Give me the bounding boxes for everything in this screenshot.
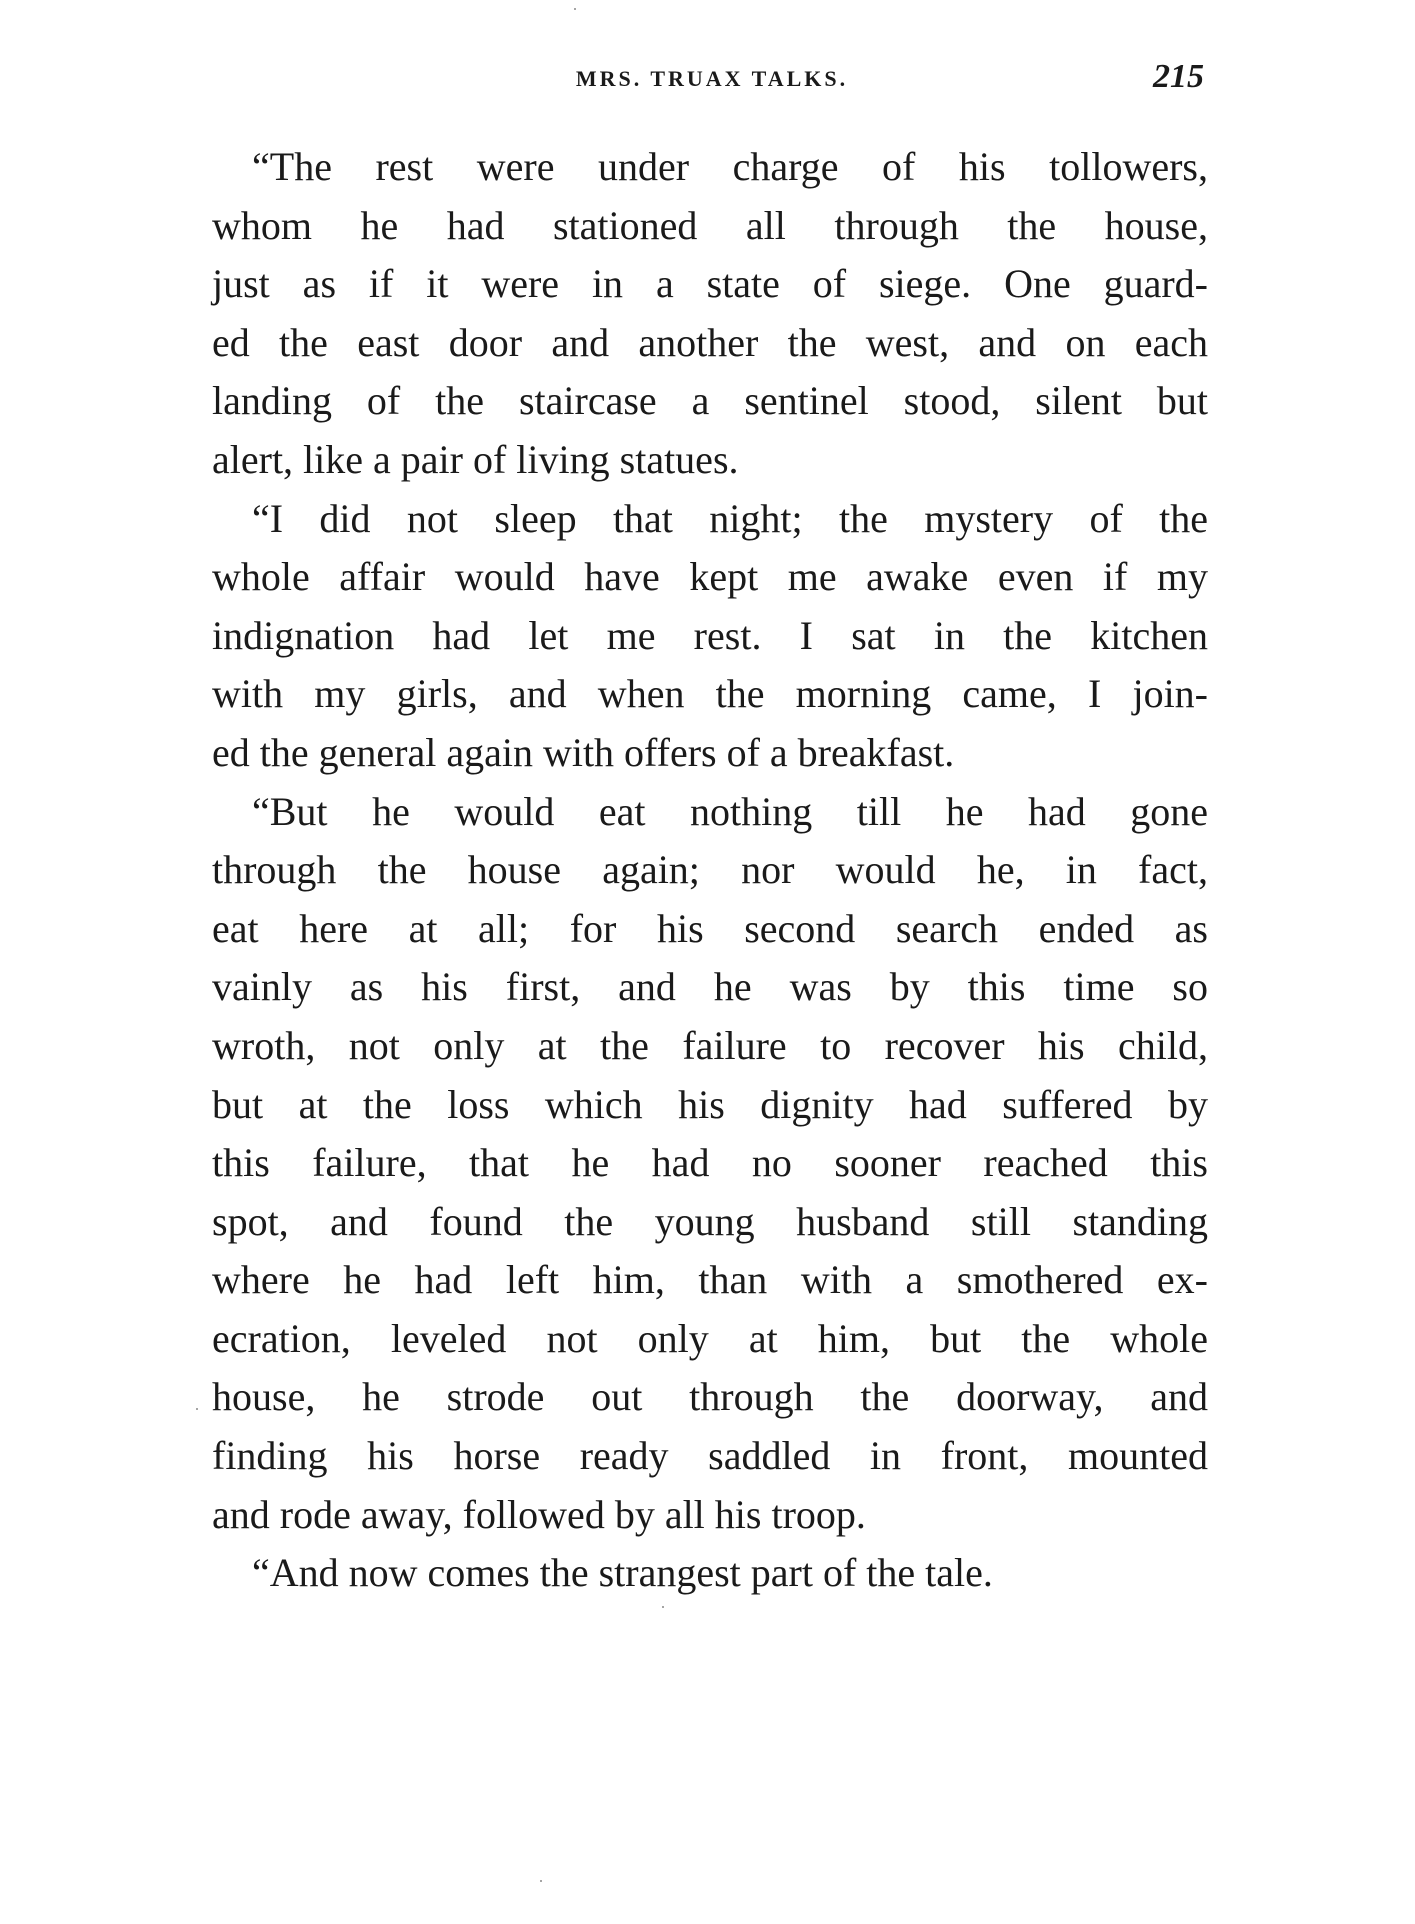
text-line: whole affair would have kept me awake even if my	[212, 554, 1208, 600]
text-line: “But he would eat nothing till he had gone	[252, 788, 1208, 834]
text-line: but at the loss which his dignity had suffered by	[212, 1081, 1208, 1127]
text-line: just as if it were in a state of siege. One guard-	[212, 261, 1208, 307]
text-line: landing of the staircase a sentinel stood, silent but	[212, 378, 1208, 424]
text-line: ed the general again with offers of a breakfast.	[212, 729, 955, 775]
text-line: this failure, that he had no sooner reached this	[212, 1140, 1208, 1186]
text-line: finding his horse ready saddled in front, mounted	[212, 1433, 1208, 1479]
text-line: ecration, leveled not only at him, but the whole	[212, 1315, 1208, 1361]
text-line: where he had left him, than with a smothered ex-	[212, 1257, 1208, 1303]
text-line: vainly as his first, and he was by this time so	[212, 964, 1208, 1010]
text-line: eat here at all; for his second search ended as	[212, 905, 1208, 951]
text-line: whom he had stationed all through the house,	[212, 202, 1208, 248]
text-line: through the house again; nor would he, in fact,	[212, 847, 1208, 893]
page-number: 215	[1153, 58, 1204, 95]
text-line: “I did not sleep that night; the mystery of the	[252, 495, 1208, 541]
scan-speck	[540, 1880, 542, 1882]
text-line: spot, and found the young husband still standing	[212, 1198, 1208, 1244]
text-line: ed the east door and another the west, and on each	[212, 319, 1208, 365]
running-title: MRS. TRUAX TALKS.	[575, 66, 849, 91]
text-line: and rode away, followed by all his troop.	[212, 1491, 866, 1537]
scan-speck	[196, 1408, 198, 1410]
text-line: alert, like a pair of living statues.	[212, 436, 739, 482]
text-line: wroth, not only at the failure to recover his child,	[212, 1022, 1208, 1068]
text-line: indignation had let me rest. I sat in the kitchen	[212, 612, 1208, 658]
scan-speck	[574, 8, 576, 10]
scan-speck	[662, 1606, 664, 1608]
text-line: house, he strode out through the doorway, and	[212, 1374, 1208, 1420]
text-line: “And now comes the strangest part of the tale.	[252, 1550, 993, 1596]
text-line: “The rest were under charge of his tollowers,	[252, 144, 1208, 189]
body-text	[212, 138, 1208, 1603]
text-line: with my girls, and when the morning came, I join-	[212, 671, 1208, 717]
running-head	[212, 58, 1212, 98]
